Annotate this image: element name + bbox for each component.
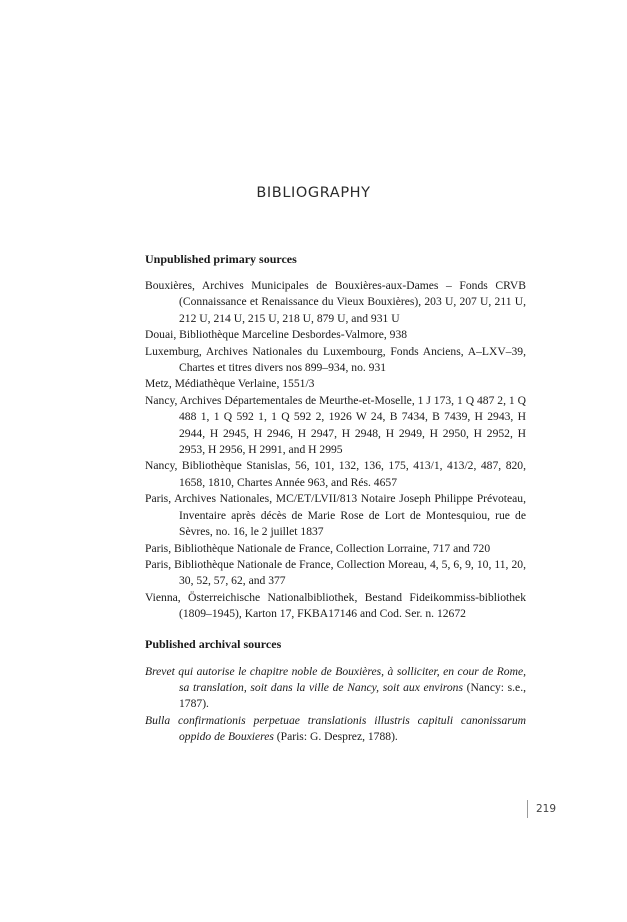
bibliography-content [145, 251, 526, 746]
bibliography-entry: Paris, Archives Nationales, MC/ET/LVII/813 Notaire Joseph Philippe Prévoteau, Inventaire après décès de Marie Rose de Lort de Montesquiou, rue de Sèvres, no. 16, le 2 juillet 1837 [145, 492, 526, 539]
bibliography-entry: Luxemburg, Archives Nationales du Luxembourg, Fonds Anciens, A–LXV–39, Chartes et titres divers nos 899–934, no. 931 [145, 344, 526, 375]
bibliography-entry [145, 664, 526, 713]
entry-imprint: (Paris: G. Desprez, 1788). [273, 730, 398, 744]
entry-imprint: (Nancy: s.e., 1787). [179, 680, 526, 711]
bibliography-entry: Nancy, Archives Départementales de Meurthe-et-Moselle, 1 J 173, 1 Q 487 2, 1 Q 488 1, 1 Q 592 1, 1 Q 592 2, 1926 W 24, B 7434, B 7439, H 2943, H 2944, H 2945, H 2946, H 2947, H 2948, H 2949, H 2950, H 2952, H 2953, H 2956, H 2991, and H 2995 [145, 393, 526, 457]
bibliography-entry: Nancy, Bibliothèque Stanislas, 56, 101, 132, 136, 175, 413/1, 413/2, 487, 820, 1658, 1810, Chartes Année 963, and Rés. 4657 [145, 459, 526, 489]
bibliography-entry: Bouxières, Archives Municipales de Bouxières-aux-Dames – Fonds CRVB (Connaissance et Renaissance du Vieux Bouxières), 203 U, 207 U, 211 U, 212 U, 214 U, 215 U, 218 U, 879 U, and 931 U [145, 279, 526, 325]
bibliography-entry: Paris, Bibliothèque Nationale de France, Collection Lorraine, 717 and 720 [145, 541, 491, 555]
bibliography-entry [145, 713, 526, 746]
page-title: BIBLIOGRAPHY [256, 185, 371, 201]
entry-title: Bulla confirmationis perpetuae translationis illustris capituli canonissarum oppido de Bouxieres [145, 713, 526, 744]
bibliography-entry: Douai, Bibliothèque Marceline Desbordes-Valmore, 938 [145, 328, 408, 342]
page-number: 219 [527, 800, 556, 818]
entry-title: Brevet qui autorise le chapitre noble de Bouxières, à solliciter, en cour de Rome, sa translation, soit dans la ville de Nancy, soit aux environs [145, 664, 526, 694]
unpublished-sources-list [145, 278, 526, 623]
bibliography-entry: Paris, Bibliothèque Nationale de France, Collection Moreau, 4, 5, 6, 9, 10, 11, 20, 30, 52, 57, 62, and 377 [145, 557, 526, 588]
bibliography-entry: Metz, Médiathèque Verlaine, 1551/3 [145, 377, 315, 391]
section-heading-published: Published archival sources [145, 636, 282, 651]
published-sources-list [145, 664, 526, 746]
bibliography-entry: Vienna, Österreichische Nationalbibliothek, Bestand Fideikommiss-bibliothek (1809–1945), Karton 17, FKBA17146 and Cod. Ser. n. 12672 [145, 590, 526, 621]
section-heading-unpublished: Unpublished primary sources [145, 252, 297, 266]
